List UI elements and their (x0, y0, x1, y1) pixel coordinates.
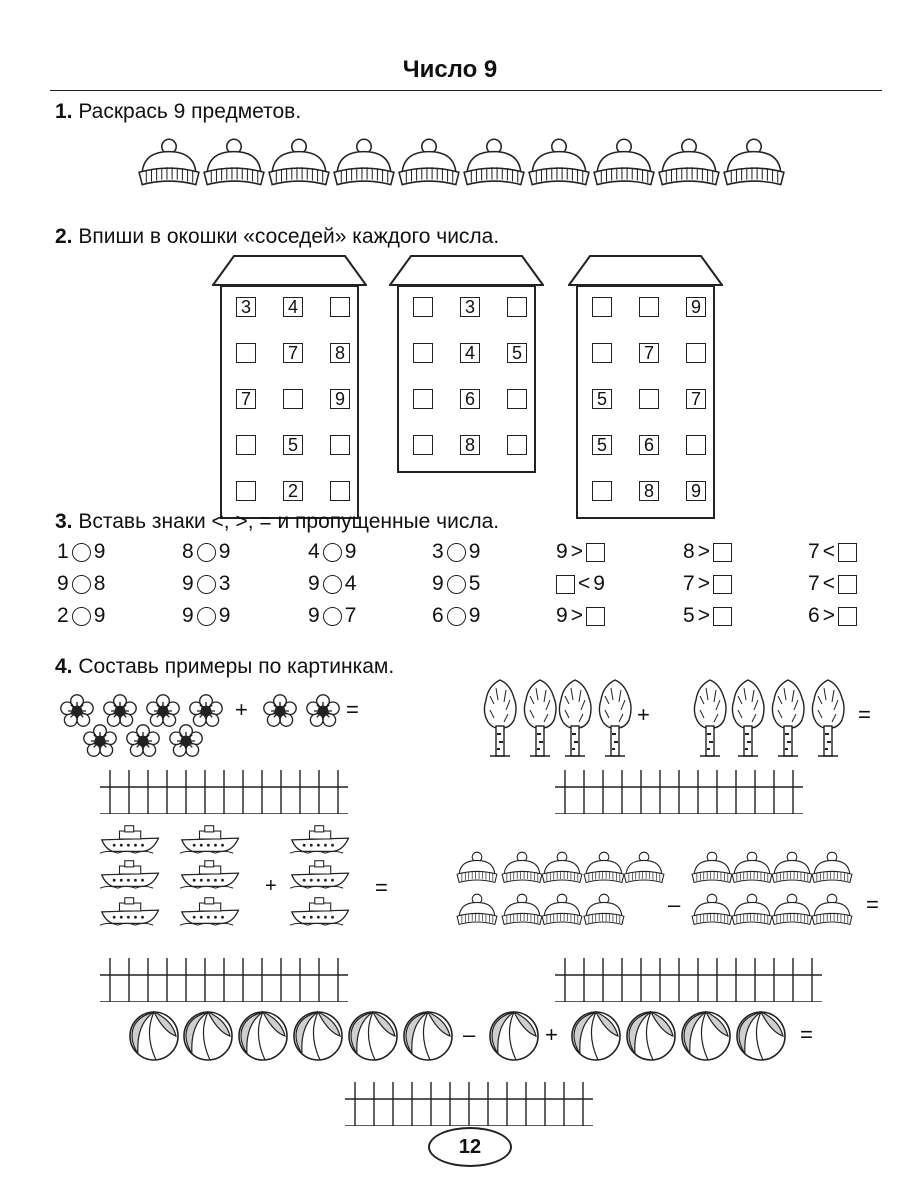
house-window-blank[interactable] (236, 435, 256, 455)
house-window-number: 7 (283, 343, 303, 363)
hat-icon (455, 892, 499, 928)
comparison-token: 9 (218, 604, 231, 627)
comparison-item (808, 572, 857, 596)
house-window-blank[interactable] (330, 435, 350, 455)
hat-icon (266, 136, 332, 190)
task-1-instruction (55, 100, 301, 124)
plus-sign: + (637, 702, 650, 727)
hat-icon (500, 892, 544, 928)
house-window-number: 6 (639, 435, 659, 455)
boat-icon (100, 895, 162, 927)
comparison-token: 8 (182, 540, 194, 563)
house-window-number: 7 (639, 343, 659, 363)
house-window-number: 4 (460, 343, 480, 363)
boat-icon (290, 895, 352, 927)
comparison-token: 7 (344, 604, 357, 627)
answer-box[interactable] (556, 575, 575, 594)
compare-circle[interactable] (72, 607, 91, 626)
house-roof (212, 255, 367, 287)
comparison-item (432, 604, 480, 628)
flower-icon (80, 723, 120, 759)
comparison-token: 1 (57, 540, 69, 563)
hat-icon (500, 850, 544, 886)
ball-icon (488, 1010, 540, 1062)
comparison-token: > (570, 540, 583, 563)
comparison-token: 3 (218, 572, 231, 595)
house-window-number: 8 (330, 343, 350, 363)
comparison-item (182, 540, 230, 564)
ball-icon (237, 1010, 289, 1062)
tree-icon (480, 678, 520, 758)
hat-icon (690, 850, 734, 886)
comparison-token: 9 (468, 540, 481, 563)
house-window-number: 7 (686, 389, 706, 409)
house-window-blank[interactable] (507, 389, 527, 409)
comparison-item (308, 540, 356, 564)
tree-icon (768, 678, 808, 758)
task-3-instruction (55, 510, 499, 534)
comparison-token: 9 (57, 572, 69, 595)
house-window-blank[interactable] (330, 481, 350, 501)
hat-icon (690, 892, 734, 928)
ball-icon (402, 1010, 454, 1062)
ball-icon (570, 1010, 622, 1062)
comparison-item (556, 604, 605, 628)
house-window-number: 3 (460, 297, 480, 317)
answer-box[interactable] (838, 607, 857, 626)
comparison-item (57, 572, 105, 596)
plus-sign: + (545, 1022, 558, 1047)
tree-icon (808, 678, 848, 758)
comparison-token: 8 (93, 572, 106, 595)
house-window-blank[interactable] (592, 481, 612, 501)
task-2-text: Впиши в окошки «соседей» каждого числа. (78, 225, 500, 248)
answer-box[interactable] (713, 575, 732, 594)
task-4-text: Составь примеры по картинкам. (78, 655, 395, 678)
ball-icon (182, 1010, 234, 1062)
equals-sign: = (866, 892, 879, 917)
comparison-token: 8 (683, 540, 695, 563)
comparison-item (683, 604, 732, 628)
task-2-houses (0, 255, 900, 501)
tree-icon (690, 678, 730, 758)
comparison-token: 4 (308, 540, 320, 563)
answer-box[interactable] (838, 575, 857, 594)
answer-grid[interactable] (100, 770, 358, 814)
equals-sign: = (858, 702, 871, 727)
task-3-text: Вставь знаки <, >, = и пропущенные числа. (78, 510, 500, 533)
comparison-token: 6 (432, 604, 444, 627)
hat-icon (810, 892, 854, 928)
boat-icon (180, 858, 242, 890)
boat-icon (290, 823, 352, 855)
comparison-token: 9 (308, 604, 320, 627)
compare-circle[interactable] (447, 543, 466, 562)
title-divider (50, 90, 882, 91)
comparison-token: < (578, 572, 591, 595)
hat-icon (622, 850, 666, 886)
comparison-item (182, 572, 230, 596)
ball-icon (625, 1010, 677, 1062)
compare-circle[interactable] (72, 543, 91, 562)
hat-icon (526, 136, 592, 190)
house-window-number: 9 (686, 481, 706, 501)
house-window-blank[interactable] (507, 435, 527, 455)
comparison-token: 3 (432, 540, 444, 563)
comparison-token: 9 (556, 540, 568, 563)
house-window-blank[interactable] (507, 297, 527, 317)
house-window-blank[interactable] (639, 297, 659, 317)
task-1-text: Раскрась 9 предметов. (78, 100, 302, 123)
comparison-token: 4 (344, 572, 357, 595)
hat-icon (810, 850, 854, 886)
comparison-token: > (697, 540, 710, 563)
comparison-item (683, 572, 732, 596)
boat-icon (100, 823, 162, 855)
comparison-item (683, 540, 732, 564)
answer-grid[interactable] (555, 770, 813, 814)
flower-icon (123, 723, 163, 759)
house-window-number: 9 (686, 297, 706, 317)
hat-icon (331, 136, 397, 190)
hat-icon (540, 892, 584, 928)
comparison-token: > (697, 572, 710, 595)
comparison-item (808, 604, 857, 628)
house-window-number: 5 (592, 435, 612, 455)
house-window-number: 2 (283, 481, 303, 501)
comparison-item (556, 572, 605, 596)
comparison-token: 9 (93, 540, 106, 563)
house-window-number: 8 (460, 435, 480, 455)
house-window-blank[interactable] (330, 297, 350, 317)
hat-icon (770, 850, 814, 886)
hat-icon (396, 136, 462, 190)
compare-circle[interactable] (447, 575, 466, 594)
answer-box[interactable] (586, 607, 605, 626)
comparison-token: 9 (182, 604, 194, 627)
compare-circle[interactable] (323, 575, 342, 594)
compare-circle[interactable] (323, 607, 342, 626)
ball-icon (680, 1010, 732, 1062)
house-window-blank[interactable] (413, 343, 433, 363)
compare-circle[interactable] (197, 575, 216, 594)
plus-sign: + (235, 697, 248, 722)
house-window-blank[interactable] (236, 481, 256, 501)
boat-icon (290, 858, 352, 890)
comparison-token: 9 (468, 604, 481, 627)
comparison-token: > (570, 604, 583, 627)
answer-box[interactable] (713, 543, 732, 562)
house-window-blank[interactable] (283, 389, 303, 409)
answer-box[interactable] (838, 543, 857, 562)
comparison-token: 7 (683, 572, 695, 595)
compare-circle[interactable] (323, 543, 342, 562)
house-window-number: 5 (592, 389, 612, 409)
answer-grid[interactable] (555, 958, 832, 1002)
house-window-number: 4 (283, 297, 303, 317)
task-3-number: 3. (55, 510, 73, 533)
comparison-token: 9 (93, 604, 106, 627)
comparison-token: > (822, 604, 835, 627)
hat-icon (201, 136, 267, 190)
house-window-blank[interactable] (686, 435, 706, 455)
answer-box[interactable] (713, 607, 732, 626)
comparison-item (808, 540, 857, 564)
hat-icon (461, 136, 527, 190)
comparison-token: < (822, 572, 835, 595)
comparison-token: 7 (808, 540, 820, 563)
task-1-number: 1. (55, 100, 73, 123)
house-window-number: 9 (330, 389, 350, 409)
comparison-item (57, 540, 105, 564)
house-window-number: 5 (283, 435, 303, 455)
tree-icon (520, 678, 560, 758)
equals-sign: = (375, 875, 388, 900)
equals-sign: = (346, 697, 359, 722)
ball-icon (292, 1010, 344, 1062)
page-title: Число 9 (402, 56, 498, 83)
house-window-number: 5 (507, 343, 527, 363)
comparison-item (308, 572, 356, 596)
comparison-token: < (822, 540, 835, 563)
hat-icon (656, 136, 722, 190)
comparison-token: 9 (556, 604, 568, 627)
compare-circle[interactable] (197, 543, 216, 562)
boat-icon (180, 895, 242, 927)
comparison-item (432, 572, 480, 596)
hat-icon (540, 850, 584, 886)
boat-icon (100, 858, 162, 890)
equals-sign: = (800, 1022, 813, 1047)
house-window-number: 3 (236, 297, 256, 317)
compare-circle[interactable] (197, 607, 216, 626)
compare-circle[interactable] (72, 575, 91, 594)
hat-icon (730, 892, 774, 928)
flower-icon (260, 693, 300, 729)
house-roof (389, 255, 544, 287)
comparison-token: 2 (57, 604, 69, 627)
house-window-number: 6 (460, 389, 480, 409)
house-window-number: 7 (236, 389, 256, 409)
task-2-number: 2. (55, 225, 73, 248)
ball-icon (735, 1010, 787, 1062)
page-number: 12 (428, 1127, 512, 1167)
answer-box[interactable] (586, 543, 605, 562)
answer-grid[interactable] (100, 958, 358, 1002)
comparison-token: 5 (683, 604, 695, 627)
compare-circle[interactable] (447, 607, 466, 626)
comparison-token: 9 (344, 540, 357, 563)
house-window-blank[interactable] (639, 389, 659, 409)
hat-icon (455, 850, 499, 886)
minus-sign: – (463, 1022, 476, 1047)
house-window-blank[interactable] (592, 343, 612, 363)
comparison-item (57, 604, 105, 628)
comparison-token: 9 (182, 572, 194, 595)
comparison-token: > (697, 604, 710, 627)
comparison-item (182, 604, 230, 628)
comparison-token: 9 (308, 572, 320, 595)
ball-icon (128, 1010, 180, 1062)
task-2-instruction (55, 225, 499, 249)
comparison-item (308, 604, 356, 628)
task-4-number: 4. (55, 655, 73, 678)
house-roof (568, 255, 723, 287)
tree-icon (555, 678, 595, 758)
house-window-blank[interactable] (686, 343, 706, 363)
task-1-hats (136, 136, 796, 196)
tree-icon (595, 678, 635, 758)
tree-icon (728, 678, 768, 758)
answer-grid[interactable] (345, 1082, 603, 1126)
hat-icon (721, 136, 787, 190)
house-window-blank[interactable] (236, 343, 256, 363)
task-3-comparisons (0, 540, 900, 640)
comparison-token: 9 (593, 572, 605, 595)
comparison-item (556, 540, 605, 564)
boat-icon (180, 823, 242, 855)
comparison-item (432, 540, 480, 564)
hat-icon (730, 850, 774, 886)
flower-icon (166, 723, 206, 759)
ball-icon (347, 1010, 399, 1062)
house-window-blank[interactable] (592, 297, 612, 317)
comparison-token: 5 (468, 572, 481, 595)
hat-icon (582, 850, 626, 886)
house-window-blank[interactable] (413, 435, 433, 455)
flower-icon (303, 693, 343, 729)
comparison-token: 7 (808, 572, 820, 595)
comparison-token: 6 (808, 604, 820, 627)
minus-sign: – (668, 892, 681, 917)
house-window-blank[interactable] (413, 297, 433, 317)
hat-icon (770, 892, 814, 928)
house-window-number: 8 (639, 481, 659, 501)
hat-icon (136, 136, 202, 190)
hat-icon (582, 892, 626, 928)
comparison-token: 9 (432, 572, 444, 595)
comparison-token: 9 (218, 540, 231, 563)
house-window-blank[interactable] (413, 389, 433, 409)
hat-icon (591, 136, 657, 190)
task-4-pictures (0, 670, 900, 1130)
plus-sign: + (265, 875, 277, 897)
